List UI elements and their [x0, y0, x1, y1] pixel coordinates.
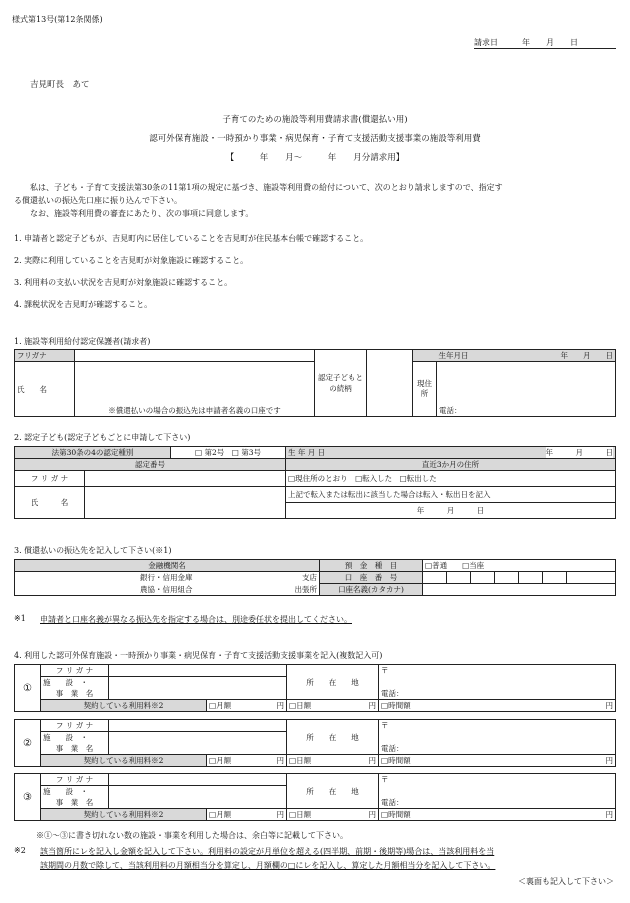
facility-table-3 [14, 773, 616, 821]
recent-address-head: 直近3か月の住所 [286, 459, 616, 471]
fac-name-label-2: 事 業 名 [41, 743, 109, 755]
child-furigana-label: フ リ ガ ナ [15, 471, 85, 487]
cert-number-label: 認定番号 [15, 459, 286, 471]
row-number: ① [15, 665, 41, 712]
consent-1: 1. 申請者と認定子どもが、吉見町内に居住していることを吉見町が住民基本台帳で確認すること。 [14, 234, 369, 243]
account-holder-label: 口座名義(カタカナ) [320, 584, 423, 596]
relationship-input[interactable] [367, 350, 413, 417]
fac-name-label-1: 施 設 ・ [41, 677, 109, 689]
overflow-note: ※①～③に書き切れない数の施設・事業を利用した場合は、余白等に記載して下さい。 [36, 831, 348, 840]
page-title: 子育てのための施設等利用費請求書(償還払い用) [222, 115, 408, 125]
note-2-line-2: 該期間の月数で除して、当該利用料の月額相当分を算定し、月額欄の□にレを記入し、算定した月額相当分を記入して下さい。 [40, 861, 496, 870]
furigana-label: フリガナ [15, 350, 75, 362]
fac-phone[interactable]: 電話： [379, 688, 616, 700]
consent-4: 4. 課税状況を吉見町が確認すること。 [14, 300, 153, 309]
birth-value: 年 月 日 [560, 351, 613, 360]
zip-mark[interactable]: 〒 [379, 720, 616, 732]
move-date-input[interactable]: 年 月 日 [286, 503, 616, 519]
fac-name-label-1: 施 設 ・ [41, 732, 109, 744]
facility-table-2 [14, 719, 616, 767]
daily-fee[interactable]: □日額 円 [287, 700, 379, 712]
hourly-fee[interactable]: □時間額 円 [379, 755, 616, 767]
note-1-mark: ※1 [14, 614, 26, 623]
section-3-title: 3. 償還払いの振込先を記入して下さい(※1) [14, 546, 172, 555]
request-date[interactable]: 請求日 年 月 日 [474, 37, 616, 49]
address-status-options[interactable]: □現住所のとおり □転入した □転出した [286, 471, 616, 487]
subtitle: 認可外保育施設・一時預かり事業・病児保育・子育て支援活動支援事業の施設等利用費 [149, 134, 481, 144]
fac-address-label: 所 在 地 [287, 774, 379, 809]
cert-type-options[interactable]: □ 第2号 □ 第3号 [171, 447, 286, 459]
note-2-line-1: 該当箇所にレを記入し金額を記入して下さい。利用料の設定が月単位を超える(四半期、前期・後期等)場合は、当該利用料を当 [40, 847, 495, 856]
child-furigana-input[interactable] [85, 471, 286, 487]
account-holder-input[interactable] [423, 584, 616, 596]
birth-row[interactable] [437, 350, 616, 362]
fac-phone[interactable]: 電話： [379, 797, 616, 809]
name-label: 氏 名 [15, 362, 75, 417]
bank-type-1: 銀行・信用金庫 [15, 572, 195, 584]
hourly-fee[interactable]: □時間額 円 [379, 809, 616, 821]
fac-address-label: 所 在 地 [287, 665, 379, 700]
back-side-note: ＜裏面も記入して下さい＞ [518, 877, 614, 886]
fac-name-label-2: 事 業 名 [41, 688, 109, 700]
guardian-table [14, 349, 616, 417]
daily-fee[interactable]: □日額 円 [287, 809, 379, 821]
child-name-input[interactable] [85, 487, 286, 519]
section-4-title: 4. 利用した認可外保育施設・一時預かり事業・病児保育・子育て支援活動支援事業を記入(複数記入可) [14, 651, 383, 660]
note-2-mark: ※2 [14, 846, 26, 855]
address-input[interactable] [437, 362, 616, 417]
section-2-title: 2. 認定子ども(認定子どもごとに申請して下さい) [14, 433, 191, 442]
section-1-title: 1. 施設等利用給付認定保護者(請求者) [14, 337, 151, 346]
child-table [14, 446, 616, 519]
relationship-label: 認定子どもとの続柄 [315, 350, 367, 417]
fac-furigana-label: フ リ ガ ナ [41, 774, 109, 786]
daily-fee[interactable]: □日額 円 [287, 755, 379, 767]
account-note: ※償還払いの場合の振込先は申請者名義の口座です [108, 406, 281, 415]
zip-mark[interactable]: 〒 [379, 774, 616, 786]
cert-type-label: 法第30条の4の認定種別 [15, 447, 171, 459]
monthly-fee[interactable]: □月額 円 [207, 755, 287, 767]
move-date-note: 上記で転入または転出に該当した場合は転入・転出日を記入 [286, 487, 616, 503]
child-birth-row[interactable] [286, 447, 616, 459]
intro-text: 私は、子ども・子育て支援法第30条の11第1項の規定に基づき、施設等利用費の給付について、次のとおり請求しますので、指定す [30, 183, 503, 192]
hourly-fee[interactable]: □時間額 円 [379, 700, 616, 712]
deposit-type-options[interactable]: □普通 □当座 [423, 560, 616, 572]
consent-intro: なお、施設等利用費の審査にあたり、次の事項に同意します。 [30, 209, 254, 218]
period: 【 年 月～ 年 月分請求用】 [225, 153, 405, 163]
fac-name-label-1: 施 設 ・ [41, 786, 109, 798]
facility-table-1 [14, 664, 616, 712]
monthly-fee[interactable]: □月額 円 [207, 809, 287, 821]
fac-phone[interactable]: 電話： [379, 743, 616, 755]
child-birth-label: 生 年 月 日 [288, 448, 326, 457]
bank-name-head: 金融機関名 [15, 560, 320, 572]
note-1: 申請者と口座名義が異なる振込先を指定する場合は、別途委任状を提出してください。 [40, 615, 352, 624]
bank-table [14, 559, 616, 596]
form-number: 様式第13号(第12条関係) [12, 15, 103, 24]
contract-fee-label: 契約している利用料※2 [41, 700, 207, 712]
zip-mark[interactable]: 〒 [379, 665, 616, 677]
consent-3: 3. 利用料の支払い状況を吉見町が対象施設に確認すること。 [14, 278, 233, 287]
contract-fee-label: 契約している利用料※2 [41, 755, 207, 767]
phone-label: 電話： [439, 406, 462, 415]
child-name-label: 氏 名 [15, 487, 85, 519]
consent-2: 2. 実際に利用していることを吉見町が対象施設に確認すること。 [14, 256, 249, 265]
monthly-fee[interactable]: □月額 円 [207, 700, 287, 712]
deposit-type-label: 預 金 種 目 [320, 560, 423, 572]
birth-label: 生年月日 [438, 351, 469, 360]
name-input[interactable] [75, 362, 315, 417]
intro-text-2: る償還払いの振込先口座に振り込んで下さい。 [14, 196, 182, 205]
contract-fee-label: 契約している利用料※2 [41, 809, 207, 821]
address-label: 現住所 [413, 362, 437, 417]
row-number: ③ [15, 774, 41, 821]
branch-type-1: 支店 [195, 572, 320, 584]
account-number-label: 口 座 番 号 [320, 572, 423, 584]
fac-address-label: 所 在 地 [287, 720, 379, 755]
bank-type-2: 農協・信用組合 [15, 584, 195, 596]
branch-type-2: 出張所 [195, 584, 320, 596]
fac-name-label-2: 事 業 名 [41, 797, 109, 809]
fac-furigana-label: フ リ ガ ナ [41, 665, 109, 677]
row-number: ② [15, 720, 41, 767]
furigana-input[interactable] [75, 350, 315, 362]
fac-furigana-label: フ リ ガ ナ [41, 720, 109, 732]
addressee: 吉見町長 あて [30, 80, 90, 90]
child-birth-value: 年 月 日 [545, 448, 614, 457]
